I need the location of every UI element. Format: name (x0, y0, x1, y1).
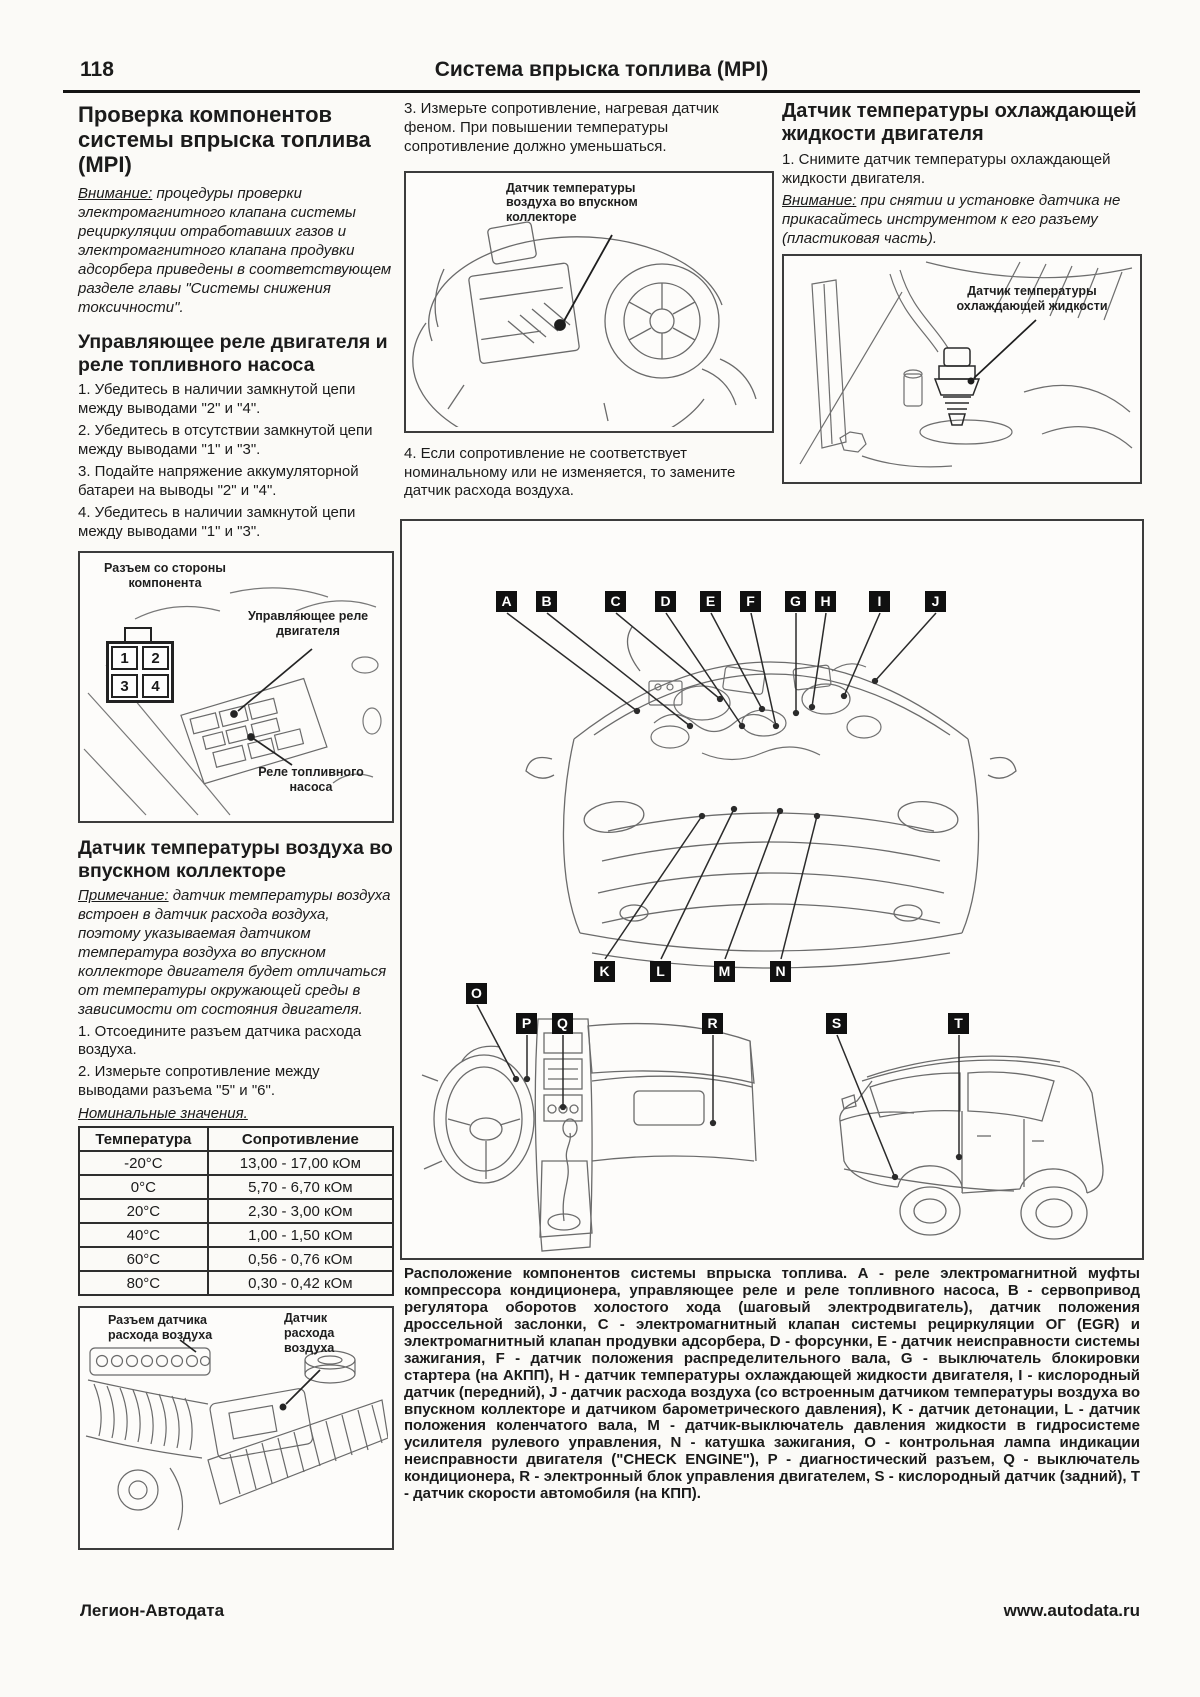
col-temperature: Температура (79, 1127, 208, 1151)
figure-airflow-sensor (78, 1306, 394, 1550)
footer-publisher: Легион-Автодата (80, 1601, 225, 1620)
intake-sensor-label: Датчик температуры воздуха во впускном коллекторе (506, 180, 638, 225)
pin-2: 2 (142, 646, 169, 670)
tag-N: N (770, 961, 791, 982)
tag-F: F (740, 591, 761, 612)
res-cell: 1,00 - 1,50 кОм (208, 1223, 393, 1247)
step: 4. Убедитесь в наличии замкнутой цепи между выводами "1" и "3". (78, 503, 356, 540)
tag-H: H (815, 591, 836, 612)
figure-intake-air-temp-sensor (404, 171, 774, 433)
tag-C: C (605, 591, 626, 612)
left-column (78, 100, 394, 1550)
tag-L: L (650, 961, 671, 982)
middle-column (404, 100, 772, 504)
step: 2. Измерьте сопротивление между выводами разъема "5" и "6". (78, 1063, 320, 1100)
step: 1. Снимите датчик температуры охлаждающей жидкости двигателя. (782, 151, 1111, 187)
note-lead: Внимание: (782, 191, 857, 209)
tag-T: T (948, 1013, 969, 1034)
tag-B: B (536, 591, 557, 612)
res-cell: 0,30 - 0,42 кОм (208, 1271, 393, 1295)
connector-pin-diagram (106, 641, 174, 703)
res-cell: 13,00 - 17,00 кОм (208, 1151, 393, 1175)
airflow-sensor-label: Датчик расхода воздуха (284, 1311, 335, 1355)
component-location-diagram (400, 519, 1144, 1260)
warning-note (782, 192, 1140, 249)
step: 2. Убедитесь в отсутствии замкнутой цепи между выводами "1" и "3". (78, 422, 373, 458)
figure-coolant-temp-sensor (782, 254, 1142, 484)
tag-P: P (516, 1013, 537, 1034)
engine-relay-label: Управляющее реле двигателя (247, 609, 369, 639)
pin-3: 3 (111, 674, 138, 698)
tag-O: O (466, 983, 487, 1004)
section-title-control-relay: Управляющее реле двигателя и реле топливного насоса (78, 331, 388, 376)
table-row (79, 1151, 393, 1175)
note-text: при снятии и установке датчика не прикасайтесь инструментом к его разъему (пластиковая часть). (782, 191, 1121, 247)
temp-cell: -20°C (79, 1151, 208, 1175)
res-cell: 0,56 - 0,76 кОм (208, 1247, 393, 1271)
res-cell: 5,70 - 6,70 кОм (208, 1175, 393, 1199)
tag-E: E (700, 591, 721, 612)
footer-website: www.autodata.ru (1003, 1601, 1140, 1620)
tag-A: A (496, 591, 517, 612)
table-row (79, 1223, 393, 1247)
step: 3. Подайте напряжение аккумуляторной батареи на выводы "2" и "4". (78, 462, 359, 499)
table-row (79, 1199, 393, 1223)
tag-S: S (826, 1013, 847, 1034)
resistance-table (78, 1126, 394, 1296)
tag-J: J (925, 591, 946, 612)
table-caption: Номинальные значения. (78, 1105, 248, 1123)
section-title-coolant-sensor: Датчик температуры охлаждающей жидкости двигателя (782, 100, 1137, 145)
right-column (782, 100, 1140, 484)
temp-cell: 40°C (79, 1223, 208, 1247)
fuel-pump-relay-label: Реле топливного насоса (258, 765, 364, 795)
step: 3. Измерьте сопротивление, нагревая датчик феном. При повышении температуры сопротивление должно уменьшаться. (404, 100, 719, 155)
tag-D: D (655, 591, 676, 612)
table-header-row (79, 1127, 393, 1151)
note-text: датчик температуры воздуха встроен в датчик расхода воздуха, поэтому указываемая датчиком температура воздуха во впускном коллекторе двигателя будет отличаться от температуры окружающей среды в зависимости от состояния двигателя. (78, 887, 391, 1018)
pin-1: 1 (111, 646, 138, 670)
connector-tab (124, 627, 152, 641)
header-rule (63, 90, 1140, 93)
pin-4: 4 (142, 674, 169, 698)
temp-cell: 80°C (79, 1271, 208, 1295)
note-lead: Внимание: (78, 185, 153, 203)
res-cell: 2,30 - 3,00 кОм (208, 1199, 393, 1223)
warning-note (78, 185, 394, 317)
step: 1. Отсоедините разъем датчика расхода воздуха. (78, 1022, 362, 1059)
tag-G: G (785, 591, 806, 612)
tag-K: K (594, 961, 615, 982)
step: 4. Если сопротивление не соответствует номинальному или не изменяется, то замените датчик расхода воздуха. (404, 444, 736, 500)
step: 1. Убедитесь в наличии замкнутой цепи между выводами "2" и "4". (78, 381, 356, 418)
coolant-sensor-label: Датчик температуры охлаждающей жидкости (956, 284, 1108, 314)
component-map-sketch (402, 521, 1138, 1254)
page-number: 118 (80, 58, 114, 81)
airflow-connector-label: Разъем датчика расхода воздуха (108, 1313, 213, 1342)
note (78, 887, 394, 1019)
note-text: процедуры проверки электромагнитного клапана системы рециркуляции отработавших газов и электромагнитного клапана продувки адсорбера приведены в соответствующем разделе главы "Системы снижения токсичности". (78, 185, 392, 316)
connector-side-label: Разъем со стороны компонента (104, 561, 226, 591)
section-title-check-components: Проверка компонентов системы впрыска топлива (MPI) (78, 102, 371, 178)
table-row (79, 1271, 393, 1295)
page-title: Система впрыска топлива (MPI) (434, 58, 769, 81)
component-map-caption: Расположение компонентов системы впрыска топлива. А - реле электромагнитной муфты компрессора кондиционера, управляющее реле и реле топливного насоса, В - сервопривод регулятора оборотов холостого хода (шаговый электродвигатель), датчик положения дроссельной заслонки, С - электромагнитный клапан системы рециркуляции ОГ (EGR) и электромагнитный клапан продувки адсорбера, D - форсунки, Е - датчик неисправности системы зажигания, F - датчик положения распределительного вала, G - выключатель блокировки стартера (на АКПП), Н - датчик температуры охлаждающей жидкости двигателя, I - кислородный датчик (передний), J - датчик расхода воздуха (со встроенным датчиком температуры воздуха во впускном коллекторе и датчиком барометрического давления), K - датчик детонации, L - датчик положения коленчатого вала, М - датчик-выключатель давления жидкости в гидросистеме усилителя рулевого управления, N - катушка зажигания, О - контрольная лампа индикации неисправности двигателя ("CHECK ENGINE"), Р - диагностический разъем, Q - выключатель кондиционера, R - электронный блок управления двигателем, S - кислородный датчик (задний), Т - датчик скорости автомобиля (на КПП). (404, 1265, 1140, 1503)
temp-cell: 60°C (79, 1247, 208, 1271)
figure-relay-location (78, 551, 394, 823)
tag-R: R (702, 1013, 723, 1034)
section-title-air-temp-sensor: Датчик температуры воздуха во впускном коллекторе (78, 837, 393, 882)
table-row (79, 1175, 393, 1199)
note-lead: Примечание: (78, 887, 169, 905)
temp-cell: 20°C (79, 1199, 208, 1223)
col-resistance: Сопротивление (208, 1127, 393, 1151)
tag-I: I (869, 591, 890, 612)
tag-Q: Q (552, 1013, 573, 1034)
tag-M: M (714, 961, 735, 982)
table-row (79, 1247, 393, 1271)
temp-cell: 0°C (79, 1175, 208, 1199)
